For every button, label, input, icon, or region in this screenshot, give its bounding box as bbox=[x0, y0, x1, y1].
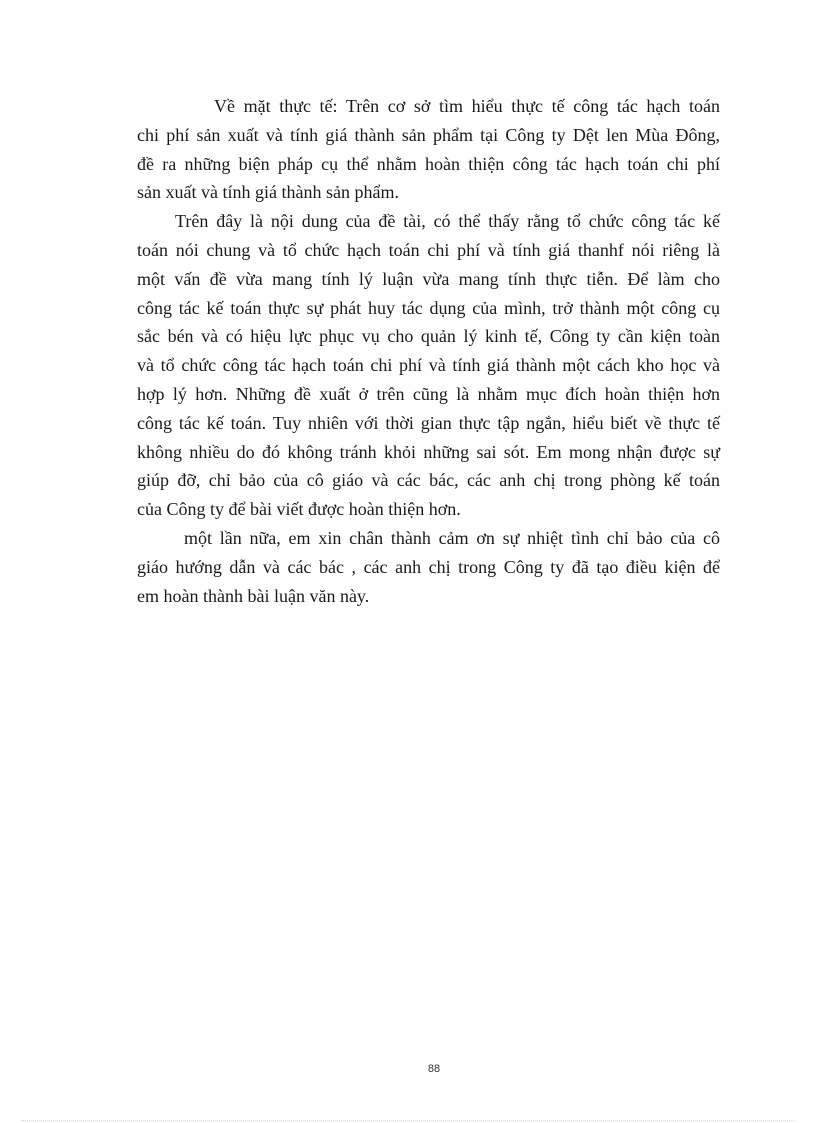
text-line: của Công ty để bài viết được hoàn thiện hơn. bbox=[137, 499, 461, 520]
page-number: 88 bbox=[427, 1063, 441, 1075]
text-line: sắc bén và có hiệu lực phục vụ cho quản lý kinh tế, Công ty cần kiện toàn bbox=[137, 326, 720, 347]
text-line: giúp đỡ, chỉ bảo của cô giáo và các bác, các anh chị trong phòng kế toán bbox=[137, 470, 720, 491]
text-line: đề ra những biện pháp cụ thể nhằm hoàn thiện công tác hạch toán chi phí bbox=[137, 153, 720, 174]
page-bottom-divider bbox=[22, 1120, 794, 1121]
paragraph-thanks bbox=[137, 524, 720, 610]
text-line: một vấn đề vừa mang tính lý luận vừa mang tính thực tiễn. Để làm cho bbox=[137, 268, 720, 289]
text-line: không nhiều do đó không tránh khỏi những sai sót. Em mong nhận được sự bbox=[137, 441, 720, 462]
text-line: Trên đây là nội dung của đề tài, có thể thấy rằng tổ chức công tác kế bbox=[175, 211, 720, 232]
text-line: một lần nữa, em xin chân thành cảm ơn sự nhiệt tình chỉ bảo của cô bbox=[184, 527, 720, 548]
text-line: chi phí sản xuất và tính giá thành sản phẩm tại Công ty Dệt len Mùa Đông, bbox=[137, 124, 720, 145]
body-text bbox=[137, 92, 720, 610]
text-line: và tổ chức công tác hạch toán chi phí và tính giá thành một cách kho học và bbox=[137, 355, 720, 376]
paragraph-conclusion bbox=[137, 207, 720, 524]
text-line: Về mặt thực tế: Trên cơ sở tìm hiểu thực tế công tác hạch toán bbox=[214, 96, 720, 116]
text-line: sản xuất và tính giá thành sản phẩm. bbox=[137, 182, 399, 203]
text-line: công tác kế toán thực sự phát huy tác dụng của mình, trở thành một công cụ bbox=[137, 297, 720, 318]
text-line: em hoàn thành bài luận văn này. bbox=[137, 585, 370, 606]
paragraph-practical-aspect bbox=[137, 92, 720, 207]
text-line: hợp lý hơn. Những đề xuất ở trên cũng là nhằm mục đích hoàn thiện hơn bbox=[137, 383, 720, 404]
text-line: giáo hướng dẫn và các bác , các anh chị trong Công ty đã tạo điều kiện để bbox=[137, 556, 720, 577]
text-line: công tác kế toán. Tuy nhiên với thời gian thực tập ngắn, hiểu biết về thực tế bbox=[137, 412, 720, 433]
text-line: toán nói chung và tổ chức hạch toán chi phí và tính giá thanhf nói riêng là bbox=[137, 239, 720, 260]
